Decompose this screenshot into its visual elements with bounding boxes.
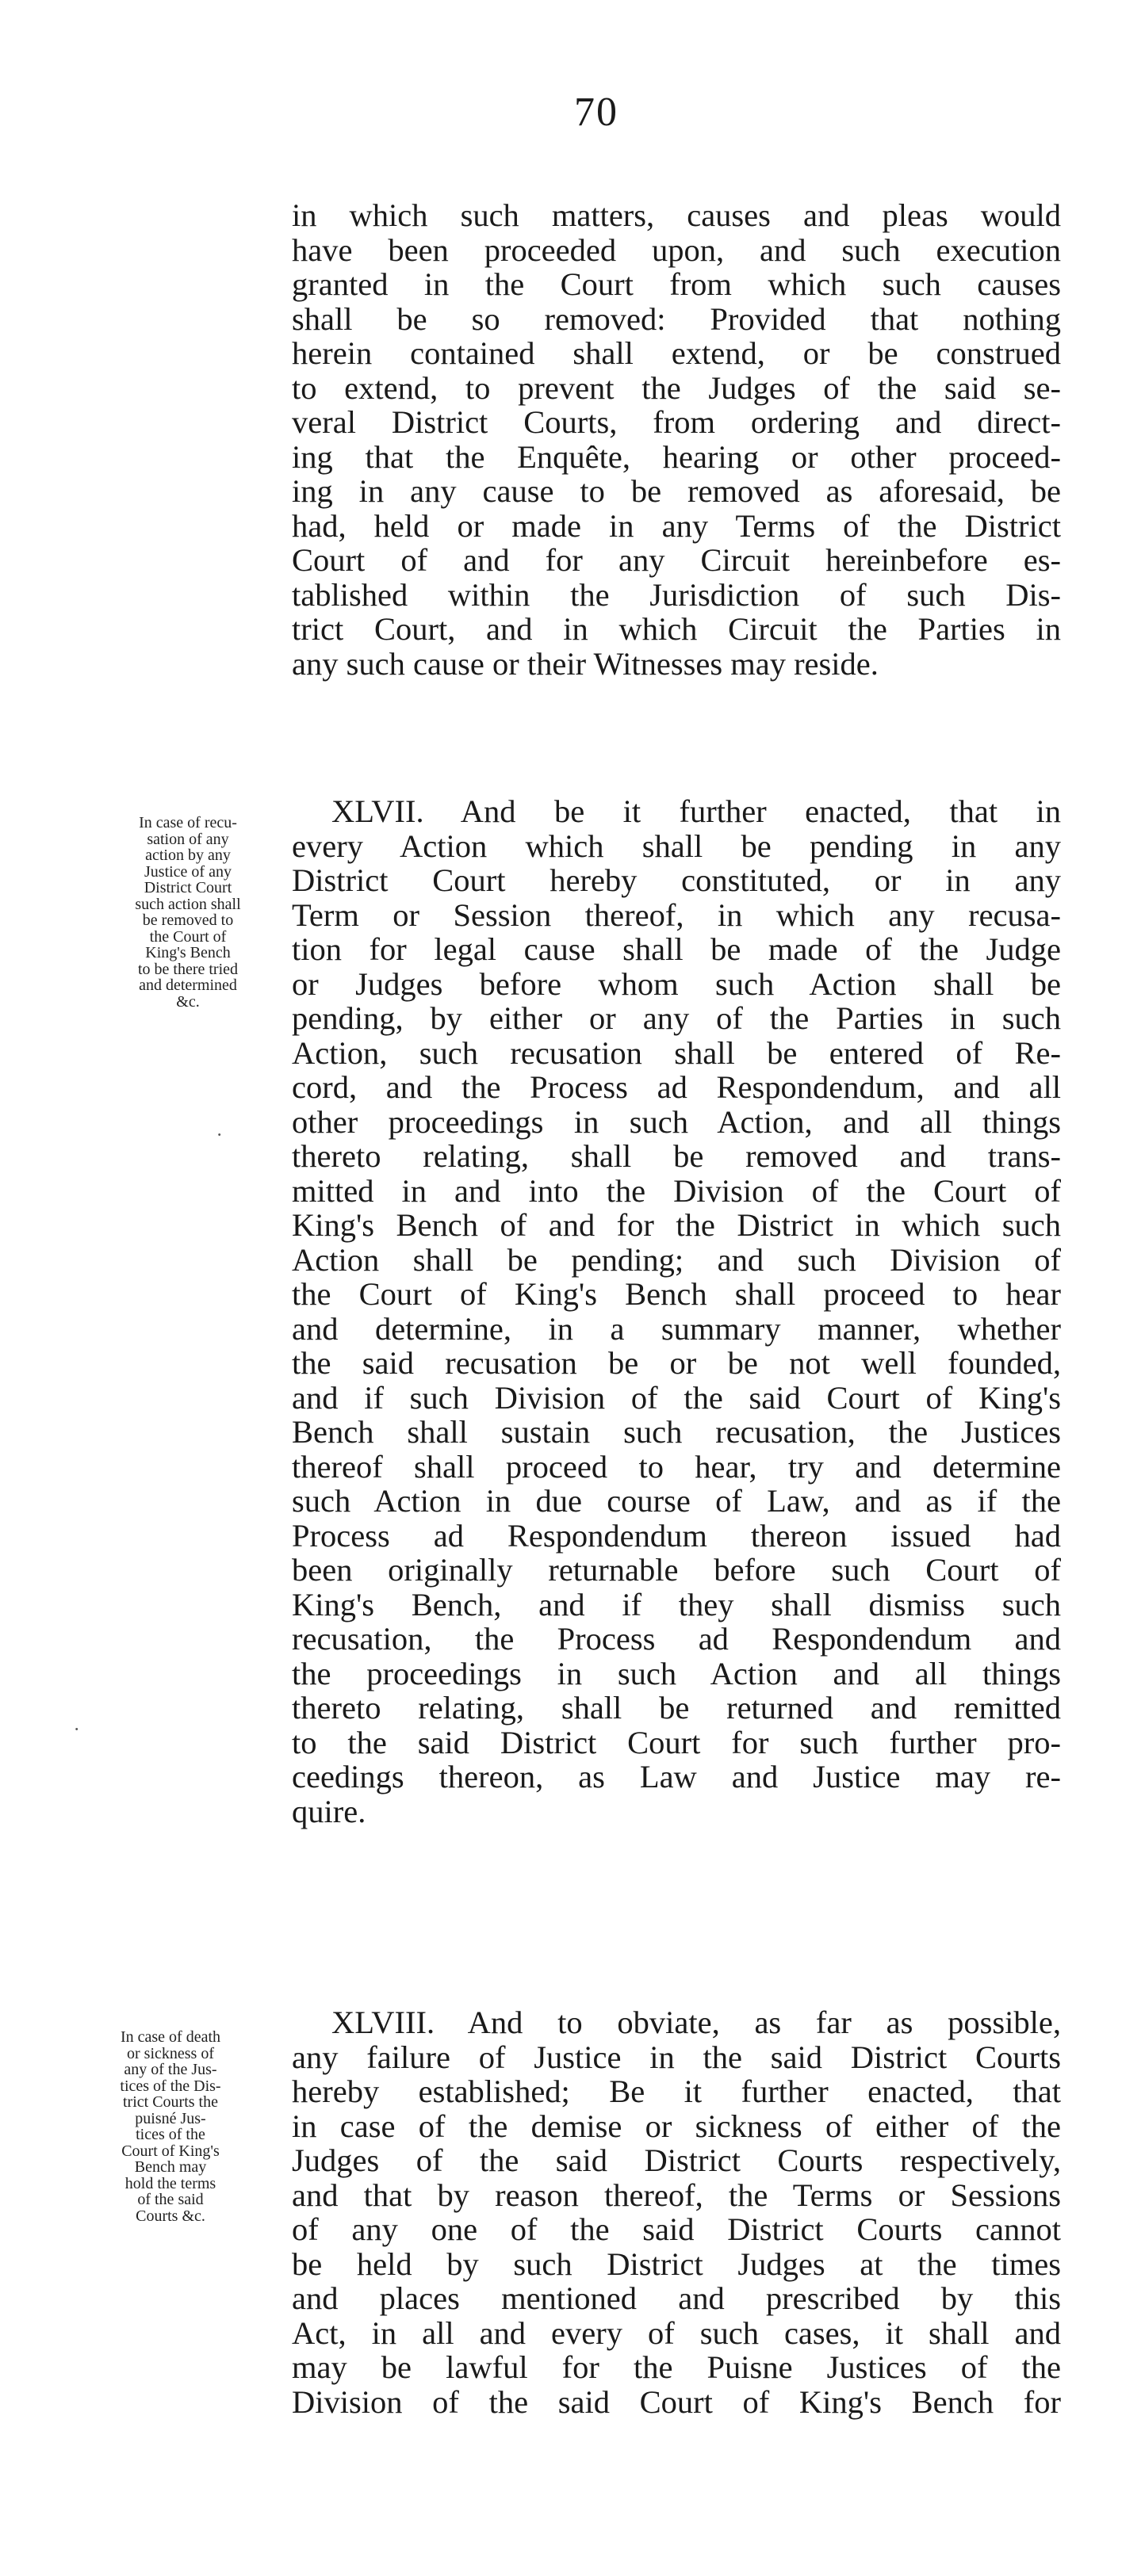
margin-note-line: sation of any: [147, 830, 229, 848]
margin-note-death-sickness: [79, 2029, 262, 2224]
margin-note-line: hold the terms: [124, 2174, 216, 2192]
margin-note-recusation: [105, 815, 271, 1010]
print-speck: ˙: [73, 1724, 81, 1749]
text-line: may be lawful for the Puisne Justices of the: [292, 2349, 1061, 2385]
margin-note-line: action by any: [145, 847, 231, 864]
text-line: herein contained shall extend, or be construed: [292, 335, 1061, 371]
margin-note-line: or sickness of: [127, 2044, 214, 2062]
text-line: be held by such District Judges at the times: [292, 2245, 1061, 2282]
text-line: pending, by either or any of the Parties in such: [292, 1000, 1061, 1036]
section-heading-line: XLVII. And be it further enacted, that in: [331, 793, 1061, 829]
margin-note-line: Courts &c.: [136, 2207, 205, 2225]
text-line: King's Bench, and if they shall dismiss such: [292, 1586, 1061, 1622]
margin-note-line: such action shall: [135, 895, 241, 913]
text-line: the Court of King's Bench shall proceed to hear: [292, 1276, 1061, 1312]
text-line: Term or Session thereof, in which any recusa-: [292, 896, 1061, 933]
text-line: recusation, the Process ad Respondendum and: [292, 1621, 1061, 1657]
margin-note-line: the Court of: [149, 927, 227, 946]
text-line: such Action in due course of Law, and as if the: [292, 1483, 1061, 1519]
text-line: trict Court, and in which Circuit the Parties in: [292, 611, 1061, 647]
margin-note-line: &c.: [176, 992, 200, 1011]
text-line: tion for legal cause shall be made of the Judge: [292, 931, 1061, 967]
section-48: [292, 2005, 1061, 2419]
text-line: District Court hereby constituted, or in any: [292, 862, 1061, 898]
margin-note-line: to be there tried: [137, 960, 239, 978]
text-line: hereby established; Be it further enacted, that: [292, 2073, 1061, 2109]
margin-note-line: King's Bench: [145, 944, 231, 961]
text-line: veral District Courts, from ordering and direct-: [292, 404, 1061, 440]
page-number: 70: [574, 90, 618, 135]
paragraph-continuation: [292, 198, 1061, 681]
print-speck: ˙: [216, 1129, 224, 1154]
text-line: tablished within the Jurisdiction of such Dis-: [292, 576, 1061, 613]
margin-note-line: Justice of any: [144, 862, 232, 881]
text-line: cord, and the Process ad Respondendum, and all: [292, 1069, 1061, 1105]
text-line: Process ad Respondendum thereon issued had: [292, 1517, 1061, 1554]
text-line: any such cause or their Witnesses may reside.: [292, 645, 879, 682]
text-line: in case of the demise or sickness of either of the: [292, 2108, 1061, 2144]
text-line: Act, in all and every of such cases, it shall and: [292, 2314, 1061, 2351]
text-line: shall be so removed: Provided that nothing: [292, 300, 1061, 337]
text-line: to the said District Court for such further pro-: [292, 1724, 1061, 1760]
text-line: Bench shall sustain such recusation, the Justices: [292, 1414, 1061, 1450]
section-47: [292, 794, 1061, 1829]
margin-note-line: any of the Jus-: [124, 2061, 217, 2078]
text-line: the said recusation be or be not well founded,: [292, 1345, 1061, 1381]
text-line: ing in any cause to be removed as aforesaid, be: [292, 473, 1061, 509]
margin-note-line: tices of the Dis-: [120, 2077, 221, 2095]
text-line: Action, such recusation shall be entered of Re-: [292, 1034, 1061, 1071]
margin-note-line: puisné Jus-: [135, 2109, 206, 2127]
text-line: or Judges before whom such Action shall be: [292, 965, 1061, 1002]
text-line: quire.: [292, 1793, 366, 1829]
text-line: in which such matters, causes and pleas would: [292, 197, 1061, 233]
margin-note-line: trict Courts the: [123, 2093, 218, 2111]
text-line: granted in the Court from which such causes: [292, 266, 1061, 302]
text-line: any failure of Justice in the said District Courts: [292, 2039, 1061, 2075]
text-line: ceedings thereon, as Law and Justice may re-: [292, 1759, 1061, 1794]
margin-note-line: In case of death: [120, 2028, 221, 2046]
margin-note-line: and determined: [139, 977, 237, 994]
margin-note-line: In case of recu-: [139, 814, 237, 831]
text-line: Judges of the said District Courts respectively,: [292, 2142, 1061, 2178]
margin-note-line: District Court: [144, 879, 232, 896]
text-line: been originally returnable before such Court of: [292, 1552, 1061, 1588]
margin-note-line: of the said: [137, 2191, 204, 2208]
text-line: Court of and for any Circuit hereinbefore es-: [292, 542, 1061, 578]
margin-note-line: Bench may: [134, 2158, 207, 2176]
text-line: and determine, in a summary manner, whether: [292, 1310, 1061, 1347]
margin-note-line: tices of the: [136, 2126, 205, 2143]
text-line: every Action which shall be pending in any: [292, 827, 1061, 864]
margin-note-line: Court of King's: [121, 2142, 220, 2160]
text-line: Division of the said Court of King's Bench for: [292, 2383, 1061, 2420]
text-line: thereto relating, shall be removed and trans-: [292, 1138, 1061, 1174]
text-line: the proceedings in such Action and all things: [292, 1655, 1061, 1691]
text-line: thereof shall proceed to hear, try and determine: [292, 1448, 1061, 1485]
text-line: had, held or made in any Terms of the District: [292, 507, 1061, 544]
text-line: of any one of the said District Courts cannot: [292, 2211, 1061, 2247]
text-line: have been proceeded upon, and such execution: [292, 231, 1061, 268]
margin-note-line: be removed to: [142, 912, 234, 929]
text-line: King's Bench of and for the District in which such: [292, 1207, 1061, 1243]
text-line: and that by reason thereof, the Terms or Sessions: [292, 2177, 1061, 2213]
text-line: other proceedings in such Action, and all things: [292, 1103, 1061, 1140]
text-line: and places mentioned and prescribed by this: [292, 2280, 1061, 2316]
text-line: to extend, to prevent the Judges of the said se-: [292, 369, 1061, 406]
text-line: and if such Division of the said Court of King's: [292, 1379, 1061, 1416]
text-line: thereto relating, shall be returned and remitted: [292, 1690, 1061, 1726]
section-heading-line: XLVIII. And to obviate, as far as possible,: [331, 2005, 1061, 2040]
text-line: Action shall be pending; and such Division of: [292, 1241, 1061, 1278]
text-line: mitted in and into the Division of the Court of: [292, 1172, 1061, 1209]
text-line: ing that the Enquête, hearing or other proceed-: [292, 438, 1061, 475]
